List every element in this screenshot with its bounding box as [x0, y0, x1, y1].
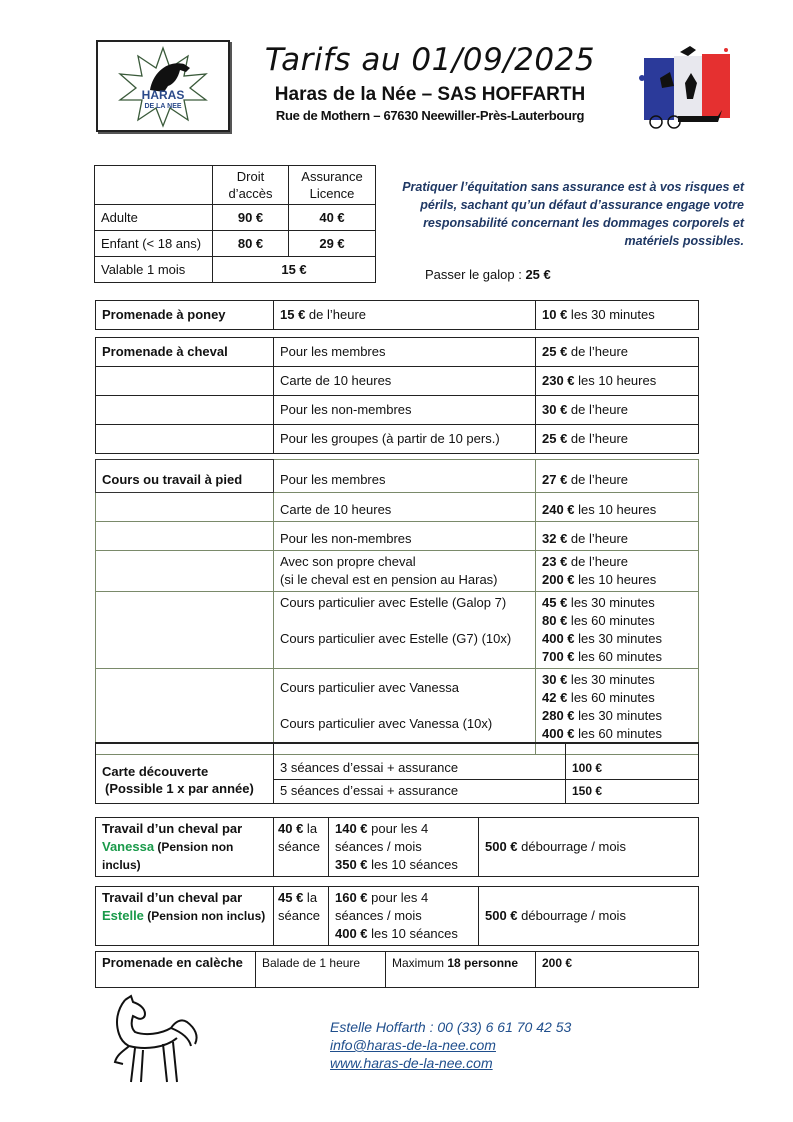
website-link[interactable]: www.haras-de-la-nee.com — [330, 1055, 493, 1071]
horse-drawing-icon — [105, 992, 200, 1084]
header-droit-acces: Droit d’accès — [213, 166, 289, 205]
table-row — [96, 887, 699, 946]
table-row — [96, 425, 699, 454]
section-label: Travail d’un cheval par Estelle (Pension non inclus) — [96, 887, 274, 946]
table-row — [96, 952, 699, 988]
table-row — [96, 743, 699, 779]
price-cell: 230 € les 10 heures — [536, 367, 699, 396]
table-row — [96, 818, 699, 877]
row-label: Adulte — [95, 205, 213, 231]
row-label: Valable 1 mois — [95, 257, 213, 283]
desc-cell: 5 séances d’essai + assurance — [274, 779, 566, 803]
galop-fee: Passer le galop : 25 € — [425, 267, 551, 282]
empty-header-cell — [95, 166, 213, 205]
droit-price: 80 € — [213, 231, 289, 257]
table-row — [96, 460, 699, 493]
desc-cell: Cours particulier avec Estelle (Galop 7) Cours particulier avec Estelle (G7) (10x) — [274, 592, 536, 669]
desc-cell: Pour les non-membres — [274, 396, 536, 425]
carte-decouverte-table — [95, 742, 699, 804]
duration-cell: Balade de 1 heure — [256, 952, 386, 988]
desc-cell: Pour les membres — [274, 460, 536, 493]
haras-logo — [96, 40, 230, 132]
price-cell: 45 € les 30 minutes 80 € les 60 minutes 400 € les 30 minutes 700 € les 60 minutes — [536, 592, 699, 669]
droit-price: 90 € — [213, 205, 289, 231]
price-cell: 200 € — [536, 952, 699, 988]
price-cell: 25 € de l’heure — [536, 338, 699, 367]
assurance-price: 40 € — [289, 205, 376, 231]
empty-cell — [96, 425, 274, 454]
table-row — [96, 301, 699, 330]
table-row — [96, 592, 699, 669]
table-row — [96, 396, 699, 425]
table-row — [96, 338, 699, 367]
table-row — [95, 257, 376, 283]
desc-cell: Avec son propre cheval (si le cheval est en pension au Haras) — [274, 551, 536, 592]
price-cell: 23 € de l’heure 200 € les 10 heures — [536, 551, 699, 592]
header-assurance-licence: Assurance Licence — [289, 166, 376, 205]
price-cell: 32 € de l’heure — [536, 522, 699, 551]
access-fees-table — [94, 165, 376, 283]
company-name: Haras de la Née – SAS HOFFARTH — [274, 84, 586, 105]
price-cell: 30 € les 30 minutes 42 € les 60 minutes 280 € les 30 minutes 400 € les 60 minutes — [536, 669, 699, 755]
section-label: Promenade en calèche — [96, 952, 256, 988]
star-horse-logo-icon — [98, 42, 228, 130]
empty-cell — [96, 592, 274, 669]
price-cell: 100 € — [566, 743, 699, 779]
company-address: Rue de Mothern – 67630 Neewiller-Près-Lauterbourg — [275, 108, 585, 123]
contact-phone: Estelle Hoffarth : 00 (33) 6 61 70 42 53 — [330, 1019, 572, 1035]
section-label: Cours ou travail à pied — [96, 460, 274, 493]
desc-cell: Carte de 10 heures — [274, 493, 536, 522]
section-label: Promenade à poney — [96, 301, 274, 330]
travail-estelle-table — [95, 886, 699, 946]
session-price: 45 € la séance — [274, 887, 329, 946]
empty-cell — [96, 551, 274, 592]
table-row — [96, 493, 699, 522]
price-cell: 25 € de l’heure — [536, 425, 699, 454]
email-link[interactable]: info@haras-de-la-nee.com — [330, 1037, 496, 1053]
empty-cell — [96, 367, 274, 396]
debourrage-price: 500 € débourrage / mois — [479, 818, 699, 877]
desc-cell: Carte de 10 heures — [274, 367, 536, 396]
section-label: Travail d’un cheval par Vanessa (Pension non inclus) — [96, 818, 274, 877]
insurance-warning: Pratiquer l’équitation sans assurance est à vos risques et périls, sachant qu’un défaut d’assurance engage votre responsabilité concernant les dommages corporels et matériels possibles. — [402, 180, 744, 248]
pack-price: 140 € pour les 4 séances / mois 350 € les 10 séances — [329, 818, 479, 877]
page-title: Tarifs au 01/09/2025 — [264, 42, 596, 78]
table-row — [96, 522, 699, 551]
price-cell: 15 € de l’heure — [274, 301, 536, 330]
price-cell: 10 € les 30 minutes — [536, 301, 699, 330]
debourrage-price: 500 € débourrage / mois — [479, 887, 699, 946]
price-cell: 150 € — [566, 779, 699, 803]
cours-table — [95, 459, 699, 755]
svg-text:HARAS: HARAS — [141, 88, 185, 102]
contact-block — [330, 1018, 571, 1072]
caleche-table — [95, 951, 699, 988]
desc-cell: Cours particulier avec Vanessa Cours particulier avec Vanessa (10x) — [274, 669, 536, 755]
desc-cell: Pour les membres — [274, 338, 536, 367]
session-price: 40 € la séance — [274, 818, 329, 877]
pack-price: 160 € pour les 4 séances / mois 400 € les 10 séances — [329, 887, 479, 946]
table-row — [96, 367, 699, 396]
row-label: Enfant (< 18 ans) — [95, 231, 213, 257]
svg-text:DE LA NEE: DE LA NEE — [144, 103, 182, 110]
table-row — [95, 231, 376, 257]
promenade-cheval-table — [95, 337, 699, 454]
price-cell: 240 € les 10 heures — [536, 493, 699, 522]
table-row — [96, 551, 699, 592]
monthly-price: 15 € — [213, 257, 376, 283]
french-flag-equestrian-image — [630, 38, 735, 134]
empty-cell — [96, 522, 274, 551]
empty-cell — [96, 396, 274, 425]
travail-vanessa-table — [95, 817, 699, 877]
price-cell: 30 € de l’heure — [536, 396, 699, 425]
desc-cell: Pour les groupes (à partir de 10 pers.) — [274, 425, 536, 454]
price-cell: 27 € de l’heure — [536, 460, 699, 493]
capacity-cell: Maximum 18 personne — [386, 952, 536, 988]
section-label: Promenade à cheval — [96, 338, 274, 367]
desc-cell: Pour les non-membres — [274, 522, 536, 551]
poney-table — [95, 300, 699, 330]
section-label: Carte découverte (Possible 1 x par année) — [96, 743, 274, 803]
table-row — [95, 205, 376, 231]
desc-cell: 3 séances d’essai + assurance — [274, 743, 566, 779]
assurance-price: 29 € — [289, 231, 376, 257]
empty-cell — [96, 493, 274, 522]
